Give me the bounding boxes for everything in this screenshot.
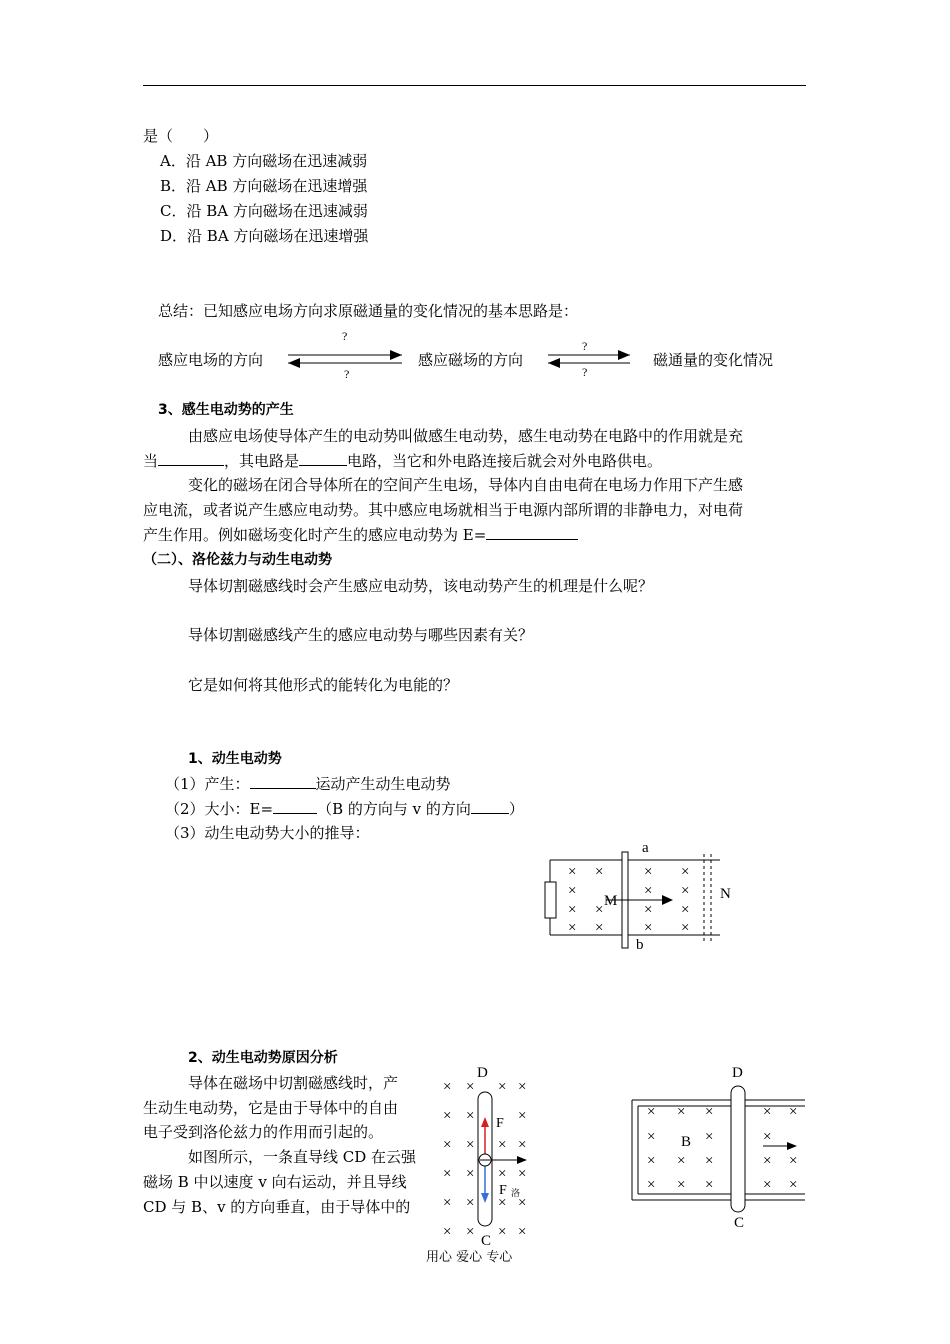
svg-text:×: ×: [705, 1104, 714, 1120]
fill-blank[interactable]: [486, 524, 578, 540]
option-a: A．沿 AB 方向磁场在迅速减弱: [160, 152, 368, 170]
s3-text: 电路，当它和外电路连接后就会对外电路供电。: [347, 452, 663, 470]
svg-text:×: ×: [677, 1153, 686, 1169]
svg-text:×: ×: [681, 864, 690, 880]
svg-text:×: ×: [677, 1177, 686, 1193]
conductor-rod: [731, 1086, 745, 1212]
fill-blank[interactable]: [471, 798, 509, 814]
section-2-title: 2、动生电动势原因分析: [188, 1050, 338, 1066]
s1-text: ）: [508, 800, 524, 818]
s2-line-4: 如图所示，一条直导线 CD 在云强: [188, 1148, 417, 1166]
svg-text:×: ×: [647, 1129, 656, 1145]
svg-text:×: ×: [681, 920, 690, 936]
label-a: a: [642, 840, 649, 856]
s1-text: （2）大小：E=: [165, 800, 274, 818]
conductor-force-figure: [435, 1060, 545, 1248]
svg-text:×: ×: [644, 883, 653, 899]
part-2-question-1: 导体切割磁感线时会产生感应电动势，该电动势产生的机理是什么呢？: [188, 577, 654, 595]
svg-text:×: ×: [443, 1166, 452, 1182]
s3-text: 产生作用。例如磁场变化时产生的感应电动势为 E=: [143, 526, 487, 544]
page-footer: 用心 爱心 专心: [426, 1250, 513, 1265]
svg-text:×: ×: [466, 1166, 475, 1182]
fill-blank[interactable]: [158, 450, 224, 466]
s1-text: （B 的方向与 v 的方向: [317, 800, 471, 818]
svg-text:×: ×: [647, 1153, 656, 1169]
svg-text:×: ×: [518, 1166, 527, 1182]
resistor: [545, 882, 556, 918]
label-F: F: [496, 1116, 504, 1131]
flow-question-mark: ?: [582, 365, 588, 379]
fill-blank[interactable]: [250, 773, 316, 789]
svg-text:×: ×: [705, 1153, 714, 1169]
svg-text:×: ×: [681, 883, 690, 899]
rail-circuit-figure: [540, 840, 750, 955]
part-2-question-2: 导体切割磁感线产生的感应电动势与哪些因素有关？: [188, 626, 534, 644]
section-1-title: 1、动生电动势: [188, 751, 282, 767]
option-c: C．沿 BA 方向磁场在迅速减弱: [160, 202, 368, 220]
double-arrow-2: [542, 328, 637, 380]
svg-text:×: ×: [518, 1195, 527, 1211]
svg-text:×: ×: [518, 1079, 527, 1095]
s2-line-5: 磁场 B 中以速度 v 向右运动，并且导线: [143, 1173, 407, 1191]
fill-blank[interactable]: [273, 798, 317, 814]
svg-text:×: ×: [498, 1195, 507, 1211]
s3-paragraph-2a: 变化的磁场在闭合导体所在的空间产生电场，导体内自由电荷在电场力作用下产生感: [188, 476, 744, 494]
option-b: B．沿 AB 方向磁场在迅速增强: [160, 177, 368, 195]
svg-text:×: ×: [789, 1153, 798, 1169]
option-d: D．沿 BA 方向磁场在迅速增强: [160, 227, 369, 245]
double-arrow-1: [280, 328, 410, 380]
svg-text:×: ×: [498, 1224, 507, 1240]
svg-text:×: ×: [647, 1177, 656, 1193]
svg-text:×: ×: [466, 1079, 475, 1095]
svg-text:×: ×: [595, 864, 604, 880]
rail-conductor-figure: [625, 1060, 810, 1232]
svg-text:×: ×: [498, 1166, 507, 1182]
part-2-question-3: 它是如何将其他形式的能转化为电能的？: [188, 676, 459, 694]
svg-text:×: ×: [568, 864, 577, 880]
svg-text:×: ×: [763, 1153, 772, 1169]
section-3-title: 3、感生电动势的产生: [158, 402, 294, 418]
s1-text: （1）产生：: [165, 775, 250, 793]
svg-text:×: ×: [498, 1079, 507, 1095]
s1-line-1: [165, 773, 451, 795]
svg-text:×: ×: [518, 1108, 527, 1124]
svg-text:×: ×: [443, 1195, 452, 1211]
svg-text:×: ×: [518, 1137, 527, 1153]
flow-question-mark: ?: [582, 339, 588, 353]
svg-text:×: ×: [443, 1079, 452, 1095]
svg-text:×: ×: [568, 902, 577, 918]
flow-question-mark: ?: [342, 329, 348, 343]
header-rule: [143, 85, 806, 86]
s3-text: ，其电路是: [224, 452, 300, 470]
svg-text:×: ×: [789, 1104, 798, 1120]
svg-text:×: ×: [644, 864, 653, 880]
svg-text:×: ×: [466, 1195, 475, 1211]
question-tail: 是（ ）: [143, 127, 219, 145]
s2-line-3: 电子受到洛伦兹力的作用而引起的。: [143, 1123, 384, 1141]
s2-line-1: 导体在磁场中切割磁感线时，产: [188, 1074, 399, 1092]
flow-question-mark: ?: [344, 367, 350, 380]
svg-text:×: ×: [789, 1177, 798, 1193]
part-2-title: （二）、洛伦兹力与动生电动势: [143, 552, 332, 568]
svg-text:×: ×: [568, 920, 577, 936]
s1-line-3: （3）动生电动势大小的推导：: [165, 824, 370, 842]
label-D: D: [477, 1065, 488, 1081]
s3-paragraph-1a: 由感应电场使导体产生的电动势叫做感生电动势，感生电动势在电路中的作用就是充: [188, 427, 744, 445]
svg-text:×: ×: [443, 1108, 452, 1124]
s1-text: 运动产生动生电动势: [315, 775, 451, 793]
svg-text:×: ×: [498, 1137, 507, 1153]
svg-text:×: ×: [466, 1137, 475, 1153]
svg-text:×: ×: [763, 1177, 772, 1193]
label-C: C: [734, 1215, 745, 1231]
fill-blank[interactable]: [299, 450, 347, 466]
label-B: B: [681, 1134, 692, 1150]
svg-text:×: ×: [466, 1224, 475, 1240]
svg-text:×: ×: [595, 920, 604, 936]
svg-text:×: ×: [763, 1104, 772, 1120]
s2-line-2: 生动生电动势，它是由于导体中的自由: [143, 1099, 399, 1117]
label-b: b: [636, 937, 644, 953]
s3-paragraph-2b: 应电流，或者说产生感应电动势。其中感应电场就相当于电源内部所谓的非静电力，对电荷: [143, 501, 744, 519]
s2-line-6: CD 与 B、v 的方向垂直，由于导体中的: [143, 1198, 411, 1216]
svg-text:×: ×: [647, 1104, 656, 1120]
svg-text:×: ×: [518, 1224, 527, 1240]
svg-text:×: ×: [443, 1224, 452, 1240]
svg-text:×: ×: [681, 902, 690, 918]
s3-text: 当: [143, 452, 159, 470]
svg-text:×: ×: [705, 1129, 714, 1145]
label-D: D: [732, 1065, 743, 1081]
flow-step-flux-change: 磁通量的变化情况: [653, 351, 774, 369]
label-C: C: [481, 1233, 492, 1248]
svg-text:×: ×: [443, 1137, 452, 1153]
svg-text:×: ×: [677, 1104, 686, 1120]
s3-paragraph-1b: [143, 450, 662, 472]
s3-paragraph-2c: [143, 524, 578, 546]
svg-text:×: ×: [568, 883, 577, 899]
summary-text: 总结：已知感应电场方向求原磁通量的变化情况的基本思路是：: [158, 302, 579, 320]
svg-text:×: ×: [763, 1129, 772, 1145]
svg-text:×: ×: [466, 1108, 475, 1124]
flow-step-electric-field: 感应电场的方向: [158, 351, 264, 369]
svg-text:×: ×: [705, 1177, 714, 1193]
svg-text:×: ×: [644, 920, 653, 936]
label-M: M: [604, 893, 618, 909]
svg-text:×: ×: [644, 902, 653, 918]
label-F-lorentz: F: [499, 1183, 507, 1198]
svg-text:×: ×: [595, 902, 604, 918]
label-lorentz-subscript: 洛: [511, 1188, 521, 1198]
s1-line-2: [165, 798, 524, 820]
label-N: N: [720, 886, 731, 902]
flow-step-magnetic-field: 感应磁场的方向: [418, 351, 524, 369]
